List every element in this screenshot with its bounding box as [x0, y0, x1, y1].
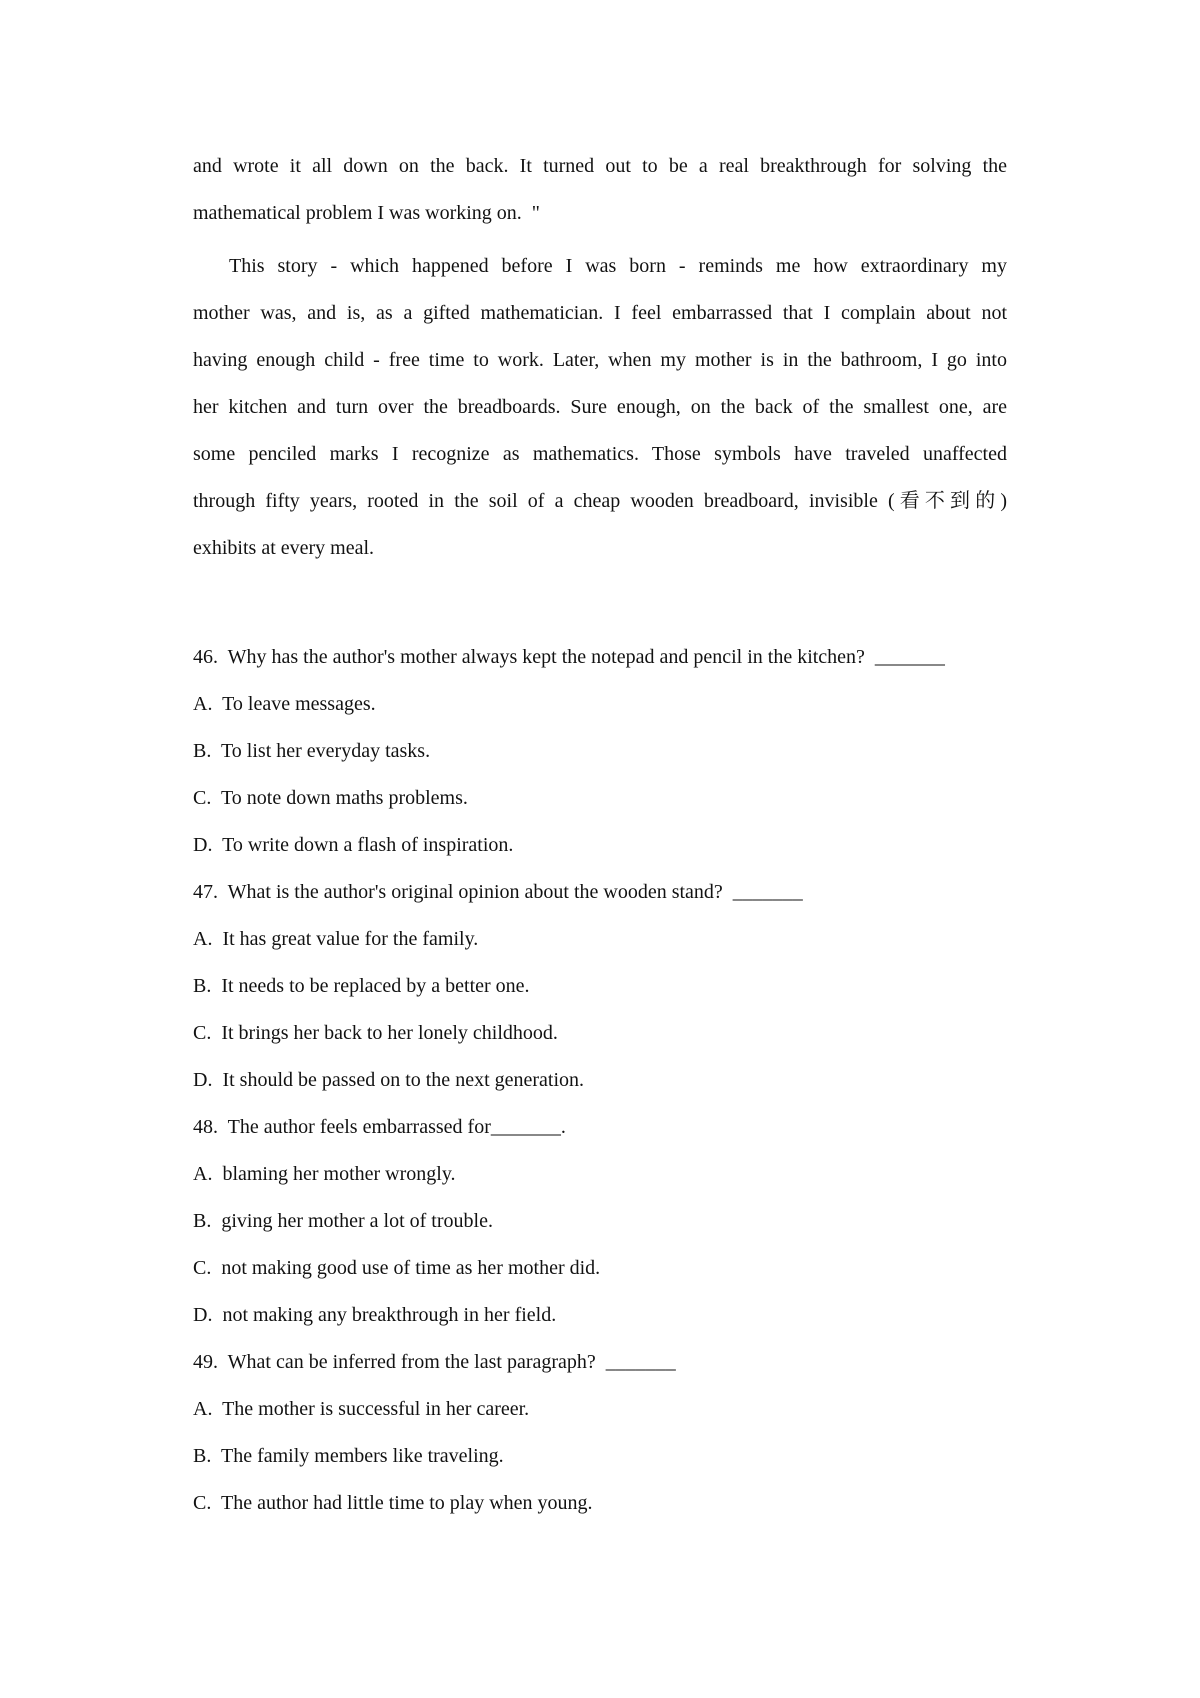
passage-paragraph-2	[193, 243, 1007, 572]
passage-line: mathematical problem I was working on. "	[193, 202, 540, 224]
passage-paragraph-1	[193, 143, 1007, 237]
passage-line: exhibits at every meal.	[193, 537, 375, 559]
passage-line: This story - which happened before I was born - reminds me how extraordinary my	[229, 255, 1007, 277]
option-line: A. The mother is successful in her career.	[193, 1398, 530, 1420]
passage-line: some penciled marks I recognize as mathematics. Those symbols have traveled unaffected	[193, 443, 1007, 465]
option-line: C. It brings her back to her lonely childhood.	[193, 1022, 558, 1044]
question-stem: 47. What is the author's original opinion about the wooden stand? _______	[193, 881, 803, 903]
option-line: B. To list her everyday tasks.	[193, 740, 431, 762]
option-line: C. not making good use of time as her mother did.	[193, 1257, 601, 1279]
option-line: A. It has great value for the family.	[193, 928, 479, 950]
question-49	[193, 1339, 1053, 1527]
question-list	[193, 634, 1053, 1527]
option-line: B. It needs to be replaced by a better one.	[193, 975, 530, 997]
option-line: B. giving her mother a lot of trouble.	[193, 1210, 493, 1232]
option-line: A. blaming her mother wrongly.	[193, 1163, 456, 1185]
option-line: A. To leave messages.	[193, 693, 376, 715]
passage-line: her kitchen and turn over the breadboards. Sure enough, on the back of the smallest one, are	[193, 396, 1007, 418]
option-line: D. To write down a flash of inspiration.	[193, 834, 514, 856]
passage-line: and wrote it all down on the back. It turned out to be a real breakthrough for solving the	[193, 155, 1007, 177]
option-line: D. not making any breakthrough in her field.	[193, 1304, 557, 1326]
option-line: D. It should be passed on to the next generation.	[193, 1069, 585, 1091]
reading-passage	[193, 143, 1007, 572]
passage-line: through fifty years, rooted in the soil of a cheap wooden breadboard, invisible (看不到的)	[193, 490, 1007, 512]
passage-line: mother was, and is, as a gifted mathematician. I feel embarrassed that I complain about not	[193, 302, 1007, 324]
question-stem: 49. What can be inferred from the last paragraph? _______	[193, 1351, 676, 1373]
question-47	[193, 869, 1053, 1104]
passage-line: having enough child - free time to work. Later, when my mother is in the bathroom, I go into	[193, 349, 1007, 371]
question-48	[193, 1104, 1053, 1339]
option-line: B. The family members like traveling.	[193, 1445, 504, 1467]
question-46	[193, 634, 1053, 869]
option-line: C. To note down maths problems.	[193, 787, 468, 809]
question-stem: 48. The author feels embarrassed for_______.	[193, 1116, 566, 1138]
option-line: C. The author had little time to play when young.	[193, 1492, 593, 1514]
question-stem: 46. Why has the author's mother always kept the notepad and pencil in the kitchen? _______	[193, 646, 945, 668]
